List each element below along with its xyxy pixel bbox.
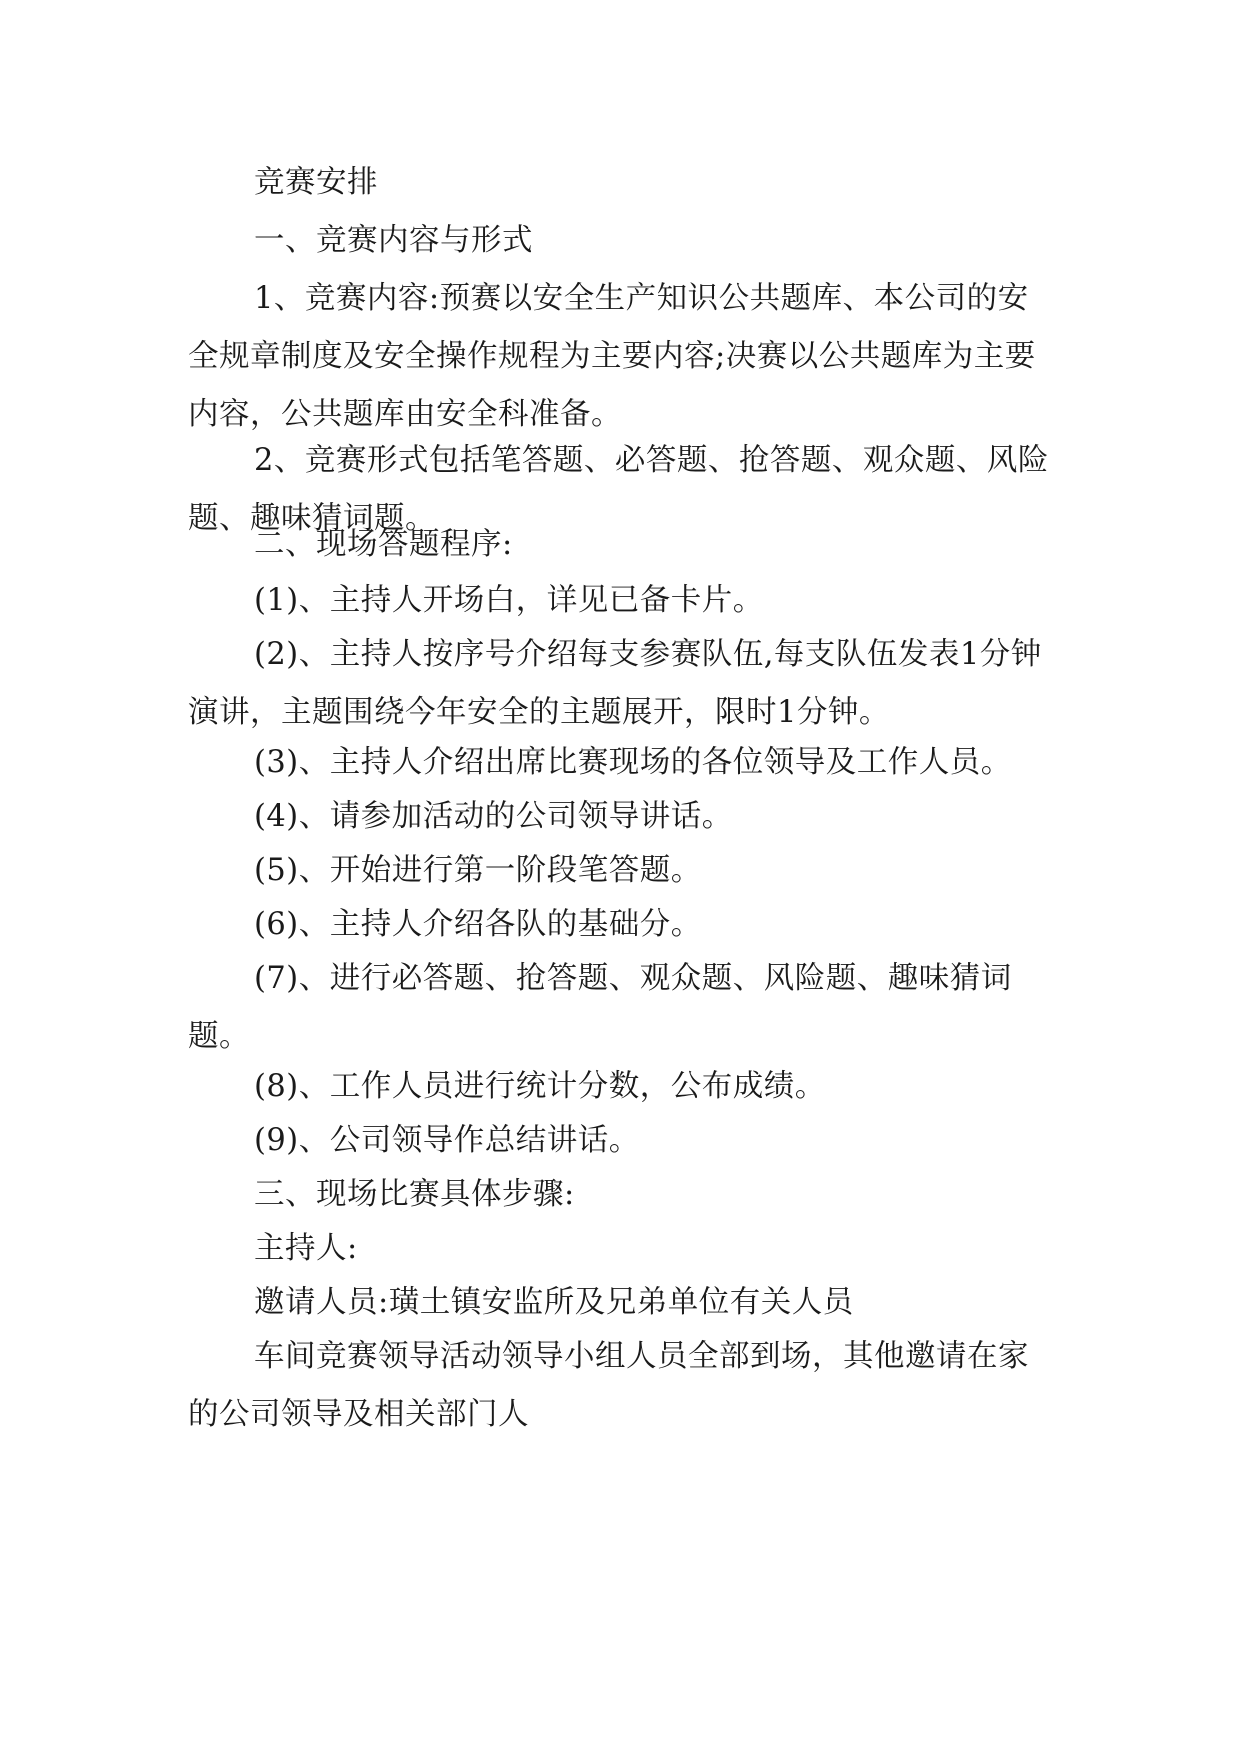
procedure-step-3: (3)、主持人介绍出席比赛现场的各位领导及工作人员。 — [254, 745, 1012, 780]
paragraph-content: 1、竞赛内容:预赛以安全生产知识公共题库、本公司的安全规章制度及安全操作规程为主要内容;决赛以公共题库为主要内容，公共题库由安全科准备。 — [188, 281, 1036, 432]
procedure-step-4: (4)、请参加活动的公司领导讲话。 — [254, 799, 733, 834]
procedure-step-7: (7)、进行必答题、抢答题、观众题、风险题、趣味猜词题。 — [188, 961, 1012, 1054]
section-heading-3: 三、现场比赛具体步骤: — [254, 1177, 575, 1212]
section-heading-1: 一、竞赛内容与形式 — [254, 223, 533, 258]
procedure-step-2: (2)、主持人按序号介绍每支参赛队伍,每支队伍发表1分钟演讲，主题围绕今年安全的主题展开，限时1分钟。 — [188, 637, 1042, 730]
host-line: 主持人: — [254, 1231, 358, 1266]
paragraph-format: 2、竞赛形式包括笔答题、必答题、抢答题、观众题、风险题、趣味猜词题。 — [188, 443, 1049, 536]
attendance-paragraph: 车间竞赛领导活动领导小组人员全部到场，其他邀请在家的公司领导及相关部门人 — [188, 1339, 1029, 1432]
procedure-step-5: (5)、开始进行第一阶段笔答题。 — [254, 853, 702, 888]
procedure-step-9: (9)、公司领导作总结讲话。 — [254, 1123, 640, 1158]
document-title: 竞赛安排 — [254, 165, 378, 200]
procedure-step-8: (8)、工作人员进行统计分数，公布成绩。 — [254, 1069, 826, 1104]
procedure-step-6: (6)、主持人介绍各队的基础分。 — [254, 907, 702, 942]
procedure-step-1: (1)、主持人开场白，详见已备卡片。 — [254, 583, 764, 618]
invited-line: 邀请人员:璜土镇安监所及兄弟单位有关人员 — [254, 1285, 854, 1320]
section-heading-2: 二、现场答题程序: — [254, 527, 513, 562]
